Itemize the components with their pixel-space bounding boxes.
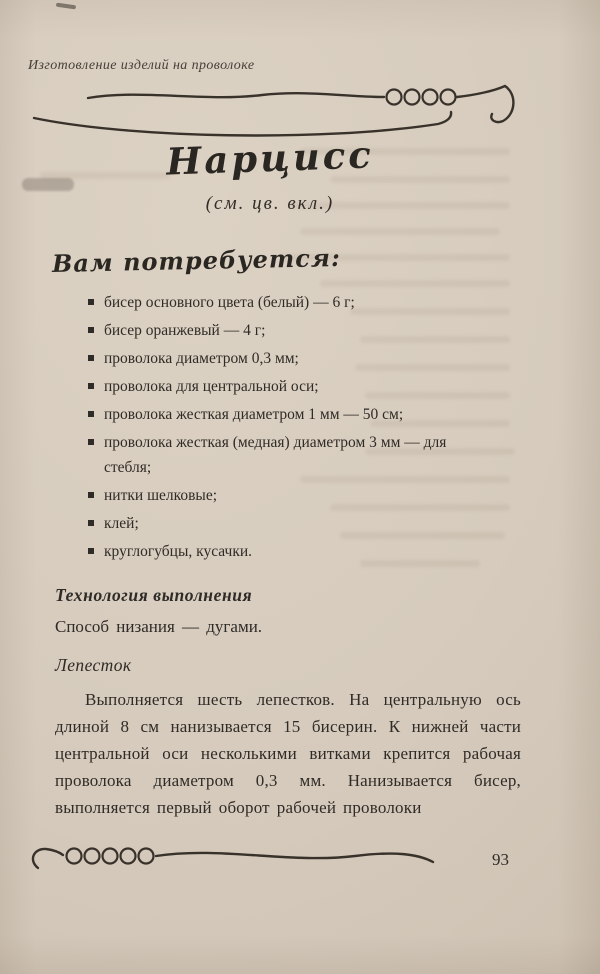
square-bullet-icon	[88, 383, 94, 389]
bead-icon	[85, 849, 100, 864]
wire-line	[156, 853, 433, 862]
bead-icon	[441, 90, 456, 105]
method-text: Способ низания — дугами.	[55, 617, 263, 636]
list-item-text: проволока жесткая (медная) диаметром 3 мм — для стебля;	[104, 434, 447, 476]
list-item	[88, 290, 470, 315]
bead-icon	[423, 90, 438, 105]
square-bullet-icon	[88, 548, 94, 554]
list-item-text: проволока для центральной оси;	[104, 378, 319, 395]
wire-line	[33, 849, 63, 868]
square-bullet-icon	[88, 299, 94, 305]
list-item	[88, 430, 470, 480]
needs-heading: Вам потребуется:	[51, 242, 342, 279]
wire-beads-ornament-bottom	[0, 836, 600, 888]
list-item	[88, 318, 470, 343]
bead-icon	[103, 849, 118, 864]
bead-icon	[121, 849, 136, 864]
square-bullet-icon	[88, 411, 94, 417]
page-title: Нарцисс	[165, 132, 375, 184]
list-item-text: нитки шелковые;	[104, 487, 218, 504]
list-item-text: проволока диаметром 0,3 мм;	[104, 350, 299, 367]
list-item-text: клей;	[104, 515, 139, 532]
section-heading-technology: Технология выполнения	[55, 585, 253, 605]
list-item	[88, 374, 470, 399]
bead-icon	[387, 90, 402, 105]
square-bullet-icon	[88, 327, 94, 333]
list-item-text: бисер оранжевый — 4 г;	[104, 322, 266, 339]
body-paragraph: Выполняется шесть лепестков. На центральную ось длиной 8 см нанизывается 15 бисерин. К нижней части центральной оси несколькими витками крепится рабочая проволока диаметром 0,3 мм. Нанизывается бисер, выполняется первый оборот рабочей проволоки	[55, 690, 521, 817]
wire-line	[457, 86, 513, 122]
bead-icon	[139, 849, 154, 864]
subsection-heading-petal: Лепесток	[55, 655, 132, 675]
square-bullet-icon	[88, 492, 94, 498]
square-bullet-icon	[88, 439, 94, 445]
list-item	[88, 402, 470, 427]
square-bullet-icon	[88, 520, 94, 526]
materials-list	[88, 290, 470, 567]
scan-artifact	[56, 3, 76, 10]
list-item-text: бисер основного цвета (белый) — 6 г;	[104, 294, 355, 311]
square-bullet-icon	[88, 355, 94, 361]
wire-line	[88, 93, 384, 98]
list-item	[88, 483, 470, 508]
page-number: 93	[492, 850, 509, 869]
list-item-text: проволока жесткая диаметром 1 мм — 50 см;	[104, 406, 404, 423]
list-item	[88, 346, 470, 371]
list-item	[88, 539, 470, 564]
list-item	[88, 511, 470, 536]
page-subtitle: (см. цв. вкл.)	[205, 193, 335, 214]
list-item-text: круглогубцы, кусачки.	[104, 543, 253, 560]
running-title: Изготовление изделий на проволоке	[28, 58, 255, 73]
bead-icon	[67, 849, 82, 864]
bead-icon	[405, 90, 420, 105]
